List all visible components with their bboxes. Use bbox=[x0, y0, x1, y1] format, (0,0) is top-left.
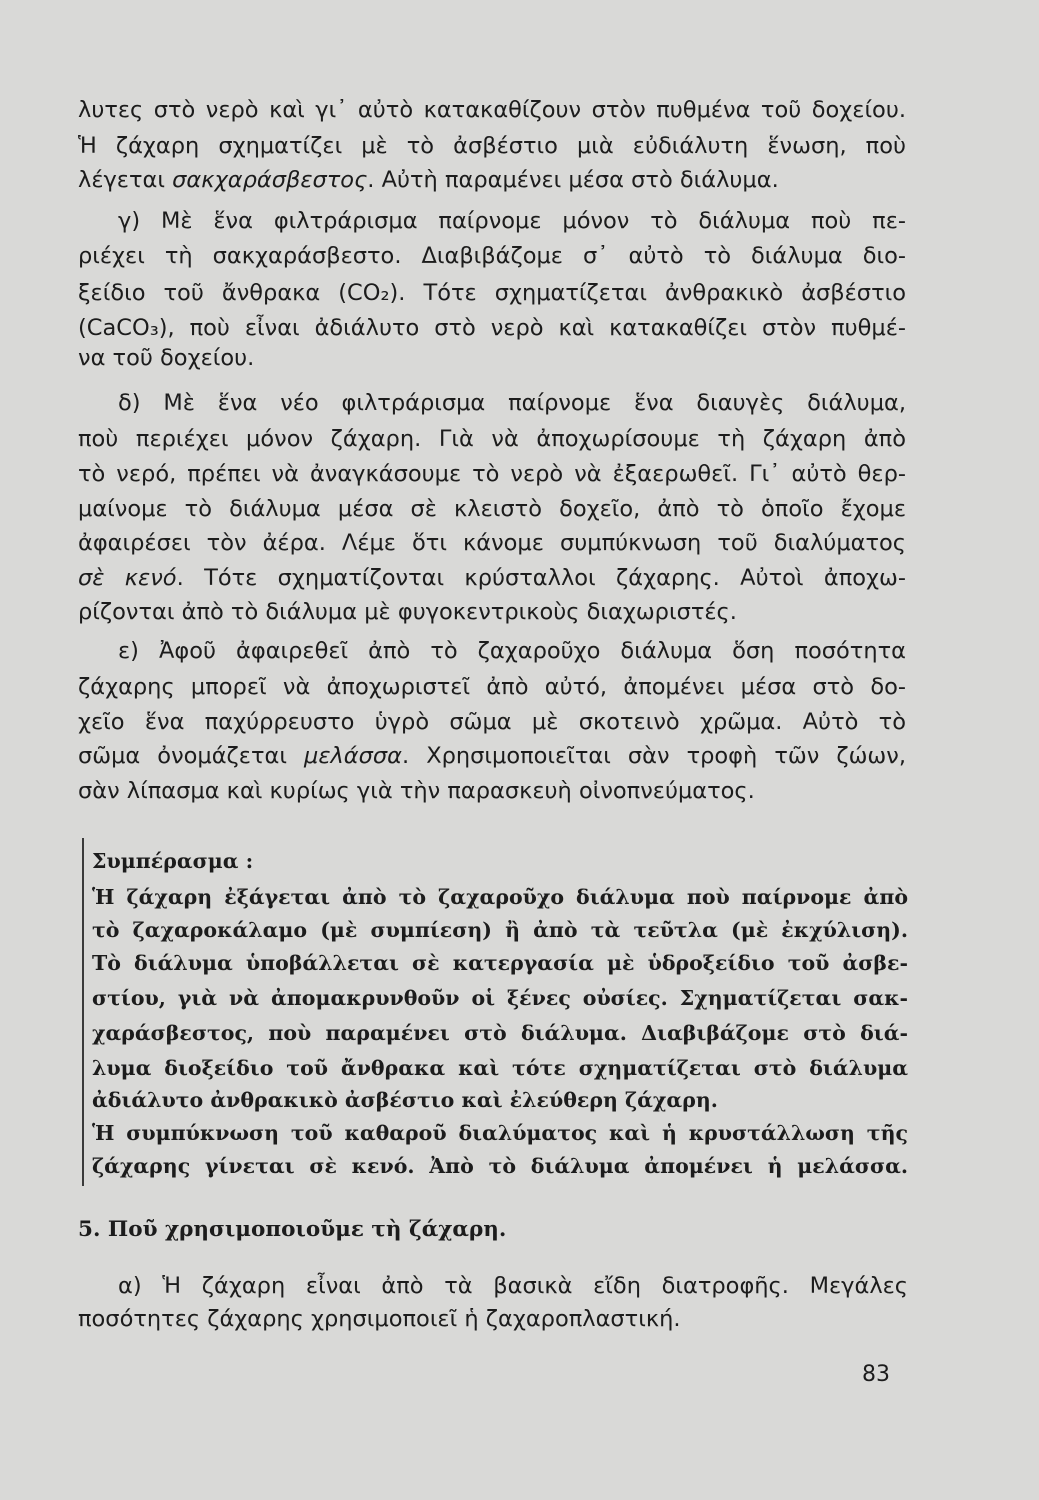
conclusion-line: στίου, γιὰ νὰ ἀπομακρυνθοῦν οἱ ξένες οὐσίες. Σχηματίζεται σακ- bbox=[92, 986, 908, 1010]
conclusion-line: ἀδιάλυτο ἀνθρακικὸ ἀσβέστιο καὶ ἐλεύθερη ζάχαρη. bbox=[92, 1088, 718, 1112]
text-line: ζάχαρης μπορεῖ νὰ ἀποχωριστεῖ ἀπὸ αὐτό, ἀπομένει μέσα στὸ δο- bbox=[78, 674, 906, 700]
italic-term: σακχαράσβεστος bbox=[172, 167, 368, 193]
text-line: ξείδιο τοῦ ἄνθρακα (CO₂). Τότε σχηματίζεται ἀνθρακικὸ ἀσβέστιο bbox=[78, 280, 906, 306]
text-line: γ) Μὲ ἕνα φιλτράρισμα παίρνομε μόνον τὸ διάλυμα ποὺ πε- bbox=[118, 208, 906, 234]
text-line bbox=[78, 563, 906, 593]
text-segment: . Τότε σχηματίζονται κρύσταλλοι ζάχαρης. Αὐτοὶ ἀποχω- bbox=[176, 565, 906, 591]
conclusion-line: τὸ ζαχαροκάλαμο (μὲ συμπίεση) ἢ ἀπὸ τὰ τεῦτλα (μὲ ἐκχύλιση). bbox=[92, 918, 908, 942]
text-segment: σῶμα ὀνομάζεται bbox=[78, 743, 287, 769]
text-line: ἀφαιρέσει τὸν ἀέρα. Λέμε ὅτι κάνομε συμπύκνωση τοῦ διαλύματος bbox=[78, 530, 906, 556]
italic-term: σὲ κενό bbox=[78, 565, 177, 591]
text-line: δ) Μὲ ἕνα νέο φιλτράρισμα παίρνομε ἕνα διαυγὲς διάλυμα, bbox=[118, 390, 906, 416]
page-number: 83 bbox=[862, 1362, 890, 1387]
text-segment: . Αὐτὴ παραμένει μέσα στὸ διάλυμα. bbox=[367, 167, 779, 193]
conclusion-label: Συμπέρασμα : bbox=[92, 849, 254, 873]
text-line: α) Ἡ ζάχαρη εἶναι ἀπὸ τὰ βασικὰ εἴδη διατροφῆς. Μεγάλες bbox=[118, 1273, 908, 1299]
text-line: χεῖο ἕνα παχύρρευστο ὑγρὸ σῶμα μὲ σκοτεινὸ χρῶμα. Αὐτὸ τὸ bbox=[78, 709, 906, 735]
section-heading: 5. Ποῦ χρησιμοποιοῦμε τὴ ζάχαρη. bbox=[78, 1217, 507, 1242]
text-line bbox=[78, 741, 906, 771]
text-line: ριέχει τὴ σακχαράσβεστο. Διαβιβάζομε σ᾽ αὐτὸ τὸ διάλυμα διο- bbox=[78, 243, 906, 269]
conclusion-line: Τὸ διάλυμα ὑποβάλλεται σὲ κατεργασία μὲ ὑδροξείδιο τοῦ ἀσβε- bbox=[92, 951, 908, 975]
text-line: σὰν λίπασμα καὶ κυρίως γιὰ τὴν παρασκευὴ οἰνοπνεύματος. bbox=[78, 778, 755, 804]
text-line: Ἡ ζάχαρη σχηματίζει μὲ τὸ ἀσβέστιο μιὰ εὐδιάλυτη ἕνωση, ποὺ bbox=[78, 133, 906, 159]
text-line: (CaCO₃), ποὺ εἶναι ἀδιάλυτο στὸ νερὸ καὶ κατακαθίζει στὸν πυθμέ- bbox=[78, 315, 906, 341]
text-line: μαίνομε τὸ διάλυμα μέσα σὲ κλειστὸ δοχεῖο, ἀπὸ τὸ ὁποῖο ἔχομε bbox=[78, 496, 906, 522]
conclusion-line: Ἡ συμπύκνωση τοῦ καθαροῦ διαλύματος καὶ ἡ κρυστάλλωση τῆς bbox=[92, 1121, 908, 1145]
conclusion-line: χαράσβεστος, ποὺ παραμένει στὸ διάλυμα. Διαβιβάζομε στὸ διά- bbox=[92, 1021, 908, 1045]
text-line bbox=[78, 165, 906, 195]
text-line: ποσότητες ζάχαρης χρησιμοποιεῖ ἡ ζαχαροπλαστική. bbox=[78, 1306, 681, 1332]
text-line: τὸ νερό, πρέπει νὰ ἀναγκάσουμε τὸ νερὸ νὰ ἐξαερωθεῖ. Γι᾽ αὐτὸ θερ- bbox=[78, 461, 906, 487]
text-segment: . Χρησιμοποιεῖται σὰν τροφὴ τῶν ζώων, bbox=[402, 743, 906, 769]
text-line: ρίζονται ἀπὸ τὸ διάλυμα μὲ φυγοκεντρικοὺς διαχωριστές. bbox=[78, 599, 737, 625]
text-segment: λέγεται bbox=[78, 167, 165, 193]
conclusion-line: λυμα διοξείδιο τοῦ ἄνθρακα καὶ τότε σχηματίζεται στὸ διάλυμα bbox=[92, 1056, 908, 1080]
text-line: να τοῦ δοχείου. bbox=[78, 345, 255, 371]
text-line: ποὺ περιέχει μόνον ζάχαρη. Γιὰ νὰ ἀποχωρίσουμε τὴ ζάχαρη ἀπὸ bbox=[78, 426, 906, 452]
text-line: ε) Ἀφοῦ ἀφαιρεθεῖ ἀπὸ τὸ ζαχαροῦχο διάλυμα ὅση ποσότητα bbox=[118, 638, 906, 664]
text-line: λυτες στὸ νερὸ καὶ γι᾽ αὐτὸ κατακαθίζουν στὸν πυθμένα τοῦ δοχείου. bbox=[78, 97, 906, 123]
conclusion-line: ζάχαρης γίνεται σὲ κενό. Ἀπὸ τὸ διάλυμα ἀπομένει ἡ μελάσσα. bbox=[92, 1154, 908, 1178]
italic-term: μελάσσα bbox=[304, 743, 402, 769]
conclusion-line: Ἡ ζάχαρη ἐξάγεται ἀπὸ τὸ ζαχαροῦχο διάλυμα ποὺ παίρνομε ἀπὸ bbox=[92, 885, 908, 909]
